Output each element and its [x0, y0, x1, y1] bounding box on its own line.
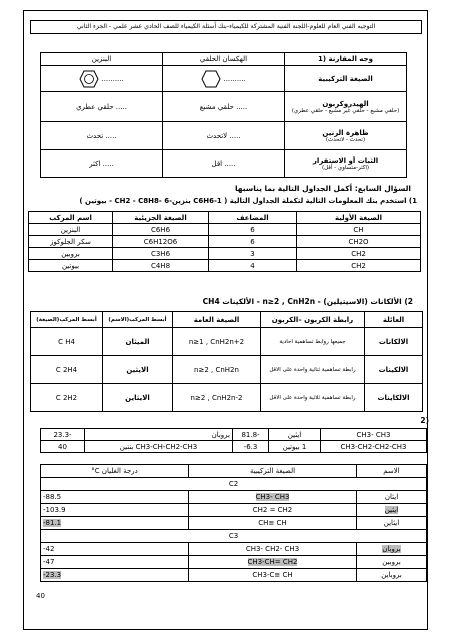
t1-cell: C4H8 [113, 260, 209, 272]
t1-cell: سكر الجلوكوز [29, 236, 113, 248]
t4-cell: بروباين [357, 569, 427, 582]
compare-hex-cell [163, 66, 285, 92]
molecular-formula-table [28, 211, 421, 272]
t3-cell: 1 بيوتين [269, 441, 321, 453]
compare-value: ..... حلقي مشبع [163, 92, 285, 122]
compare-sub: (حلقي مشبع - حلقي غير مشبع - حلقي عطري) [291, 107, 400, 114]
hexane-ring-icon [201, 70, 221, 88]
t2-cell: الايثاين [103, 384, 173, 412]
formula: CH3- CH3 [255, 493, 290, 501]
question-7-title: السؤال السابع: أكمل الجداول التالية بما يناسبها [234, 184, 411, 193]
t4-cell [41, 504, 189, 517]
t2-cell: جميعها روابط تساهمية احادية [261, 328, 365, 356]
compare-label: الهيدروكربون [322, 99, 369, 108]
t3-cell: ايثين [269, 429, 321, 441]
compare-label-cell [285, 150, 407, 178]
boiling-value: 47- [43, 558, 55, 566]
compare-benz-cell [41, 66, 163, 92]
t1-cell: C3H6 [113, 248, 209, 260]
t1-cell: CH2 [297, 260, 421, 272]
page-number: 40 [36, 592, 45, 600]
t3-cell: -81.8 [233, 429, 269, 441]
t1-head: الصيغة الجزيئية [113, 212, 209, 224]
t2-cell: الميثان [103, 328, 173, 356]
t4-cell [189, 556, 357, 569]
t4-head: درجة الغليان C° [41, 465, 189, 478]
t4-cell [189, 491, 357, 504]
t2-head: رابطة الكربون –الكربون [261, 312, 365, 328]
t4-cell [41, 569, 189, 582]
comparison-table [40, 52, 407, 178]
t2-head: العائلة [365, 312, 423, 328]
t4-cell: CH≡ CH [189, 517, 357, 530]
group-title: C2 [41, 478, 427, 491]
t1-cell: CH2O [297, 236, 421, 248]
t4-cell [41, 491, 189, 504]
t2-cell: n≥2 , CnH2n-2 [173, 384, 261, 412]
t4-cell [41, 556, 189, 569]
compare-sub: (اكثر-متساوي - أقل) [321, 164, 370, 171]
t3-cell: CH3-CH-CH2-CH3 بنتين [85, 441, 233, 453]
t2-cell: C 2H4 [31, 356, 103, 384]
t1-head: الصيغة الأولية [297, 212, 421, 224]
t1-cell: 3 [209, 248, 297, 260]
data-bank-table [40, 428, 427, 453]
compare-label: الثبات أو الاستقرار [312, 156, 379, 165]
t4-head: الصيغة التركيبية [189, 465, 357, 478]
t1-cell: 4 [209, 260, 297, 272]
group-title: C3 [41, 530, 427, 543]
compare-head: الهكسان الحلقي [163, 53, 285, 66]
compare-sub: (تحدث - لاتحدث) [325, 136, 366, 143]
t4-cell: ايثان [357, 491, 427, 504]
t4-cell [41, 543, 189, 556]
compare-value: ..... اكثر [41, 150, 163, 178]
question-3-label: (2 [420, 416, 429, 425]
compare-head: وجه المقارنة (1 [285, 53, 407, 66]
name: بروبان [382, 545, 401, 553]
t4-cell: CH3- CH2- CH3 [189, 543, 357, 556]
compare-label: الصيغة التركيبية [285, 66, 407, 92]
t1-cell: CH [297, 224, 421, 236]
t1-cell: البنزين [29, 224, 113, 236]
t3-cell: CH3-CH2-CH2-CH3 [321, 441, 427, 453]
compare-label-cell [285, 92, 407, 122]
boiling-value: 42- [43, 545, 55, 553]
t2-cell: الالكينات [365, 356, 423, 384]
t4-cell [357, 504, 427, 517]
t1-head: اسم المركب [29, 212, 113, 224]
t2-cell: C H4 [31, 328, 103, 356]
name: ايثين [384, 506, 399, 514]
compare-head: البنزين [41, 53, 163, 66]
t1-cell: C6H6 [113, 224, 209, 236]
boiling-point-table [40, 464, 427, 582]
t2-head: أبسط المركب(الصيغة) [31, 312, 103, 328]
compare-value: ..... حلقي عطري [41, 92, 163, 122]
compare-label: ظاهرة الرنين [322, 128, 369, 137]
t4-head: الاسم [357, 465, 427, 478]
t2-cell: n≥1 , CnH2n+2 [173, 328, 261, 356]
t2-cell: الالكانات [365, 328, 423, 356]
t2-head: أبسط المركب(الاسم) [103, 312, 173, 328]
compare-value: ..... اقل [163, 150, 285, 178]
t4-cell: CH3-C≡ CH [189, 569, 357, 582]
t2-head: الصيغة العامة [173, 312, 261, 328]
t1-cell: 6 [209, 224, 297, 236]
t3-cell: CH3- CH3 [321, 429, 427, 441]
t1-head: المضاعف [209, 212, 297, 224]
t1-cell: بيوتين [29, 260, 113, 272]
compare-label-cell [285, 122, 407, 150]
t2-cell: n≥2 , CnH2n [173, 356, 261, 384]
t2-cell: الايثين [103, 356, 173, 384]
boiling-value: 23.3- [43, 571, 62, 579]
boiling-value: 103.9- [43, 506, 66, 514]
t2-cell: الالكاينات [365, 384, 423, 412]
formula: CH3-CH= CH2 [247, 558, 298, 566]
question-1-text: 1) استخدم بنك المعلومات التالية لتكملة الجداول التالية ( C6H6-1 بنزين-6 -CH2 - C8H8 - بيوتين ) [79, 197, 417, 205]
t2-cell: C 2H2 [31, 384, 103, 412]
boiling-value: 88.5- [43, 493, 62, 501]
question-2-text: 2) الألكانات (الاسيتيلين) - n≥2 , CnH2n - الألكينات CH4 [202, 297, 413, 306]
t1-cell: 6 [209, 236, 297, 248]
t3-cell: 6.3- [233, 441, 269, 453]
t2-cell: رابطة تساهمية ثنائية واحدة على الاقل [261, 356, 365, 384]
t1-cell: CH2 [297, 248, 421, 260]
t4-cell: بروبين [357, 556, 427, 569]
t4-cell [41, 517, 189, 530]
hydrocarbon-family-table [30, 311, 423, 412]
t3-cell: بروبان [85, 429, 233, 441]
boiling-value: 81.1- [43, 519, 62, 527]
t4-cell: CH2 = CH2 [189, 504, 357, 517]
t3-cell: 40 [41, 441, 85, 453]
t2-cell: رابطة تساهمية ثلاثية واحدة على الاقل [261, 384, 365, 412]
page-header: التوجيه الفني العام للعلوم-اللجنة الفنية المشتركة للكيمياء-بنك أسئلة الكيمياء للصف الحادي عشر علمي - الجزء الثاني [30, 20, 422, 34]
benzene-ring-icon [79, 70, 99, 88]
t4-cell [357, 543, 427, 556]
t1-cell: C6H12O6 [113, 236, 209, 248]
compare-value: ..... تحدث [41, 122, 163, 150]
blank-dots: .......... [223, 74, 246, 83]
compare-value: ..... لاتحدث [163, 122, 285, 150]
t4-cell: ايثاين [357, 517, 427, 530]
t3-cell: -23.3 [41, 429, 85, 441]
t1-cell: بروبين [29, 248, 113, 260]
blank-dots: .......... [101, 74, 124, 83]
